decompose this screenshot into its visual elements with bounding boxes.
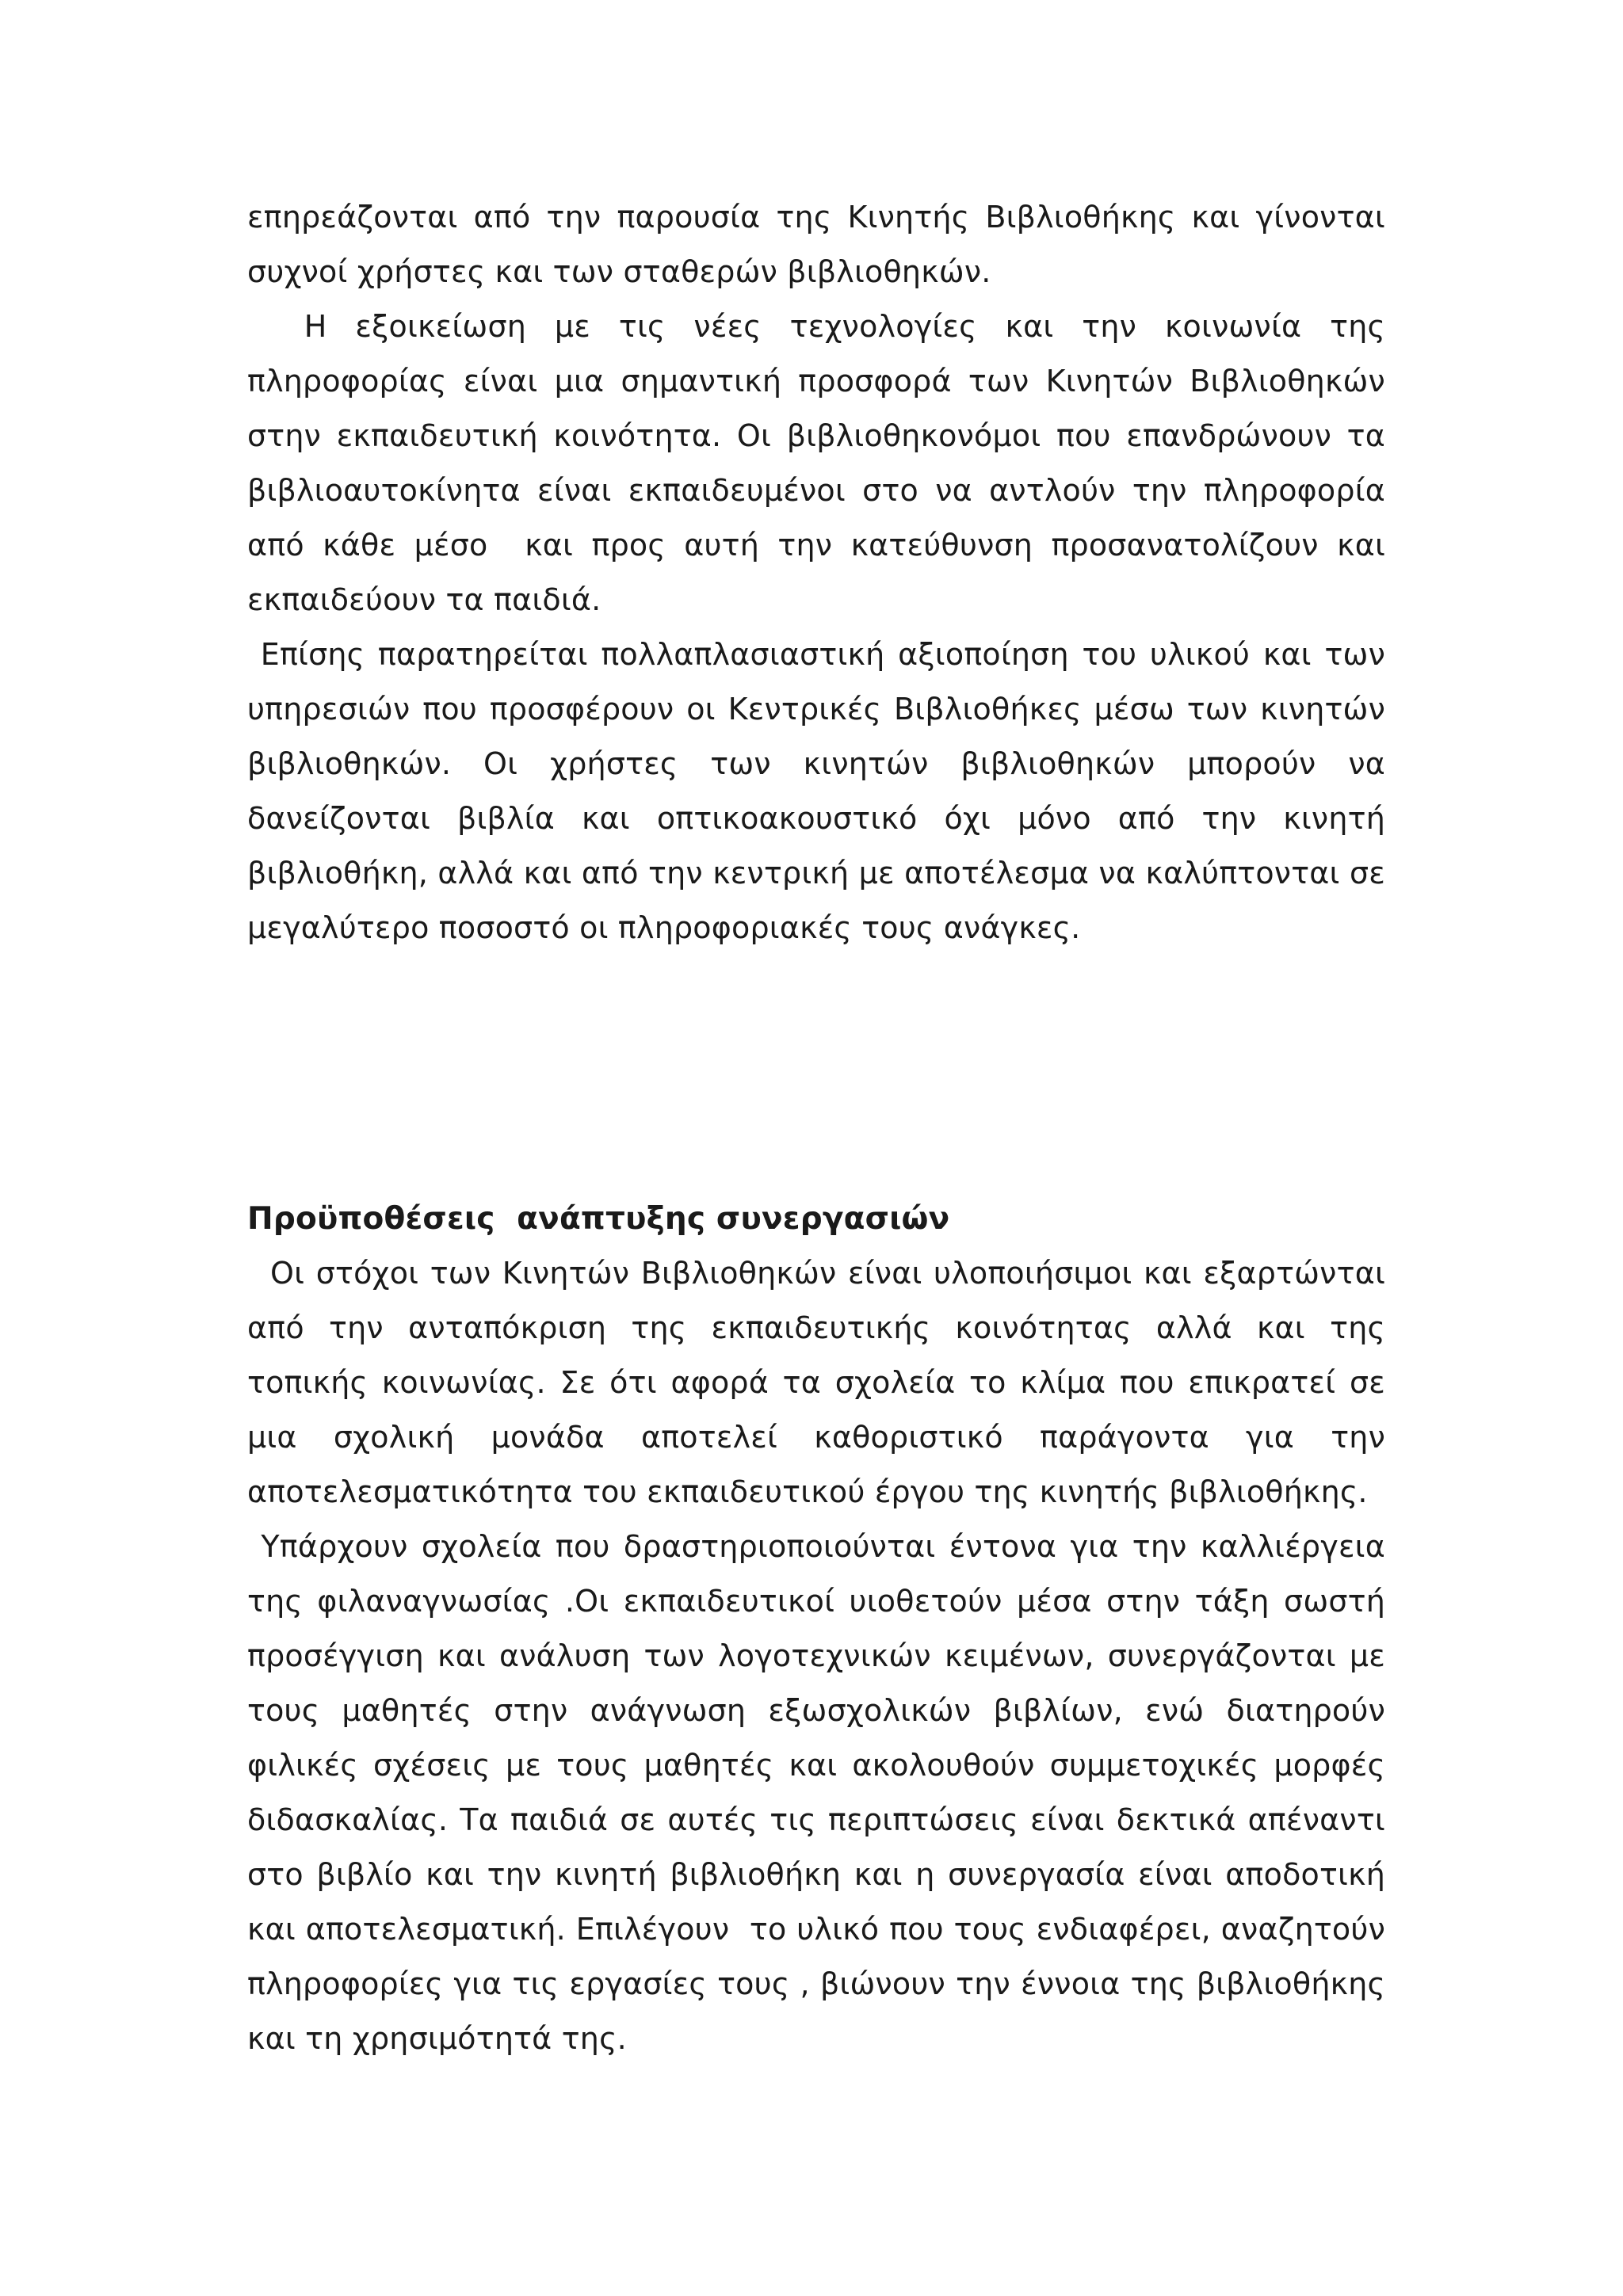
paragraph-schools: Υπάρχουν σχολεία που δραστηριοποιούνται έντονα για την καλλιέργεια της φιλαναγνωσίας .Οι εκπαιδευτικοί υιοθετούν μέσα στην τάξη σωστή προσέγγιση και ανάλυση των λογοτεχνικών κειμένων, συνεργάζονται με τους μαθητές στην ανάγνωση εξωσχολικών βιβλίων, ενώ διατηρούν φιλικές σχέσεις με τους μαθητές και ακολουθούν συμμετοχικές μορφές διδασκαλίας. Τα παιδιά σε αυτές τις περιπτώσεις είναι δεκτικά απέναντι στο βιβλίο και την κινητή βιβλιοθήκη και η συνεργασία είναι αποδοτική και αποτελεσματική. Επιλέγουν το υλικό που τους ενδιαφέρει, αναζητούν πληροφορίες για τις εργασίες τους , βιώνουν την έννοια της βιβλιοθήκης και τη χρησιμότητά της. xyxy=(247,1529,1396,2056)
section-intro-text xyxy=(247,190,1396,955)
section-heading: Προϋποθέσεις ανάπτυξης συνεργασιών xyxy=(247,1201,950,1237)
paragraph-continuation: επηρεάζονται από την παρουσία της Κινητής Βιβλιοθήκης και γίνονται συχνοί χρήστες και των σταθερών βιβλιοθηκών. xyxy=(247,200,1396,289)
paragraph-technology: Η εξοικείωση με τις νέες τεχνολογίες και την κοινωνία της πληροφορίας είναι μια σημαντική προσφορά των Κινητών Βιβλιοθηκών στην εκπαιδευτική κοινότητα. Οι βιβλιοθηκονόμοι που επανδρώνουν τα βιβλιοαυτοκίνητα είναι εκπαιδευμένοι στο να αντλούν την πληροφορία από κάθε μέσο και προς αυτή την κατεύθυνση προσανατολίζουν και εκπαιδεύουν τα παιδιά. xyxy=(247,309,1396,617)
paragraph-central-libraries: Επίσης παρατηρείται πολλαπλασιαστική αξιοποίηση του υλικού και των υπηρεσιών που προσφέρουν οι Κεντρικές Βιβλιοθήκες μέσω των κινητών βιβλιοθηκών. Οι χρήστες των κινητών βιβλιοθηκών μπορούν να δανείζονται βιβλία και οπτικοακουστικό όχι μόνο από την κινητή βιβλιοθήκη, αλλά και από την κεντρική με αποτέλεσμα να καλύπτονται σε μεγαλύτερο ποσοστό οι πληροφοριακές τους ανάγκες. xyxy=(247,637,1396,945)
paragraph-goals: Οι στόχοι των Κινητών Βιβλιοθηκών είναι υλοποιήσιμοι και εξαρτώνται από την ανταπόκριση της εκπαιδευτικής κοινότητας αλλά και της τοπικής κοινωνίας. Σε ότι αφορά τα σχολεία το κλίμα που επικρατεί σε μια σχολική μονάδα αποτελεί καθοριστικό παράγοντα για την αποτελεσματικότητα του εκπαιδευτικού έργου της κινητής βιβλιοθήκης. xyxy=(247,1256,1396,1509)
section-cooperation xyxy=(247,1192,1396,2066)
